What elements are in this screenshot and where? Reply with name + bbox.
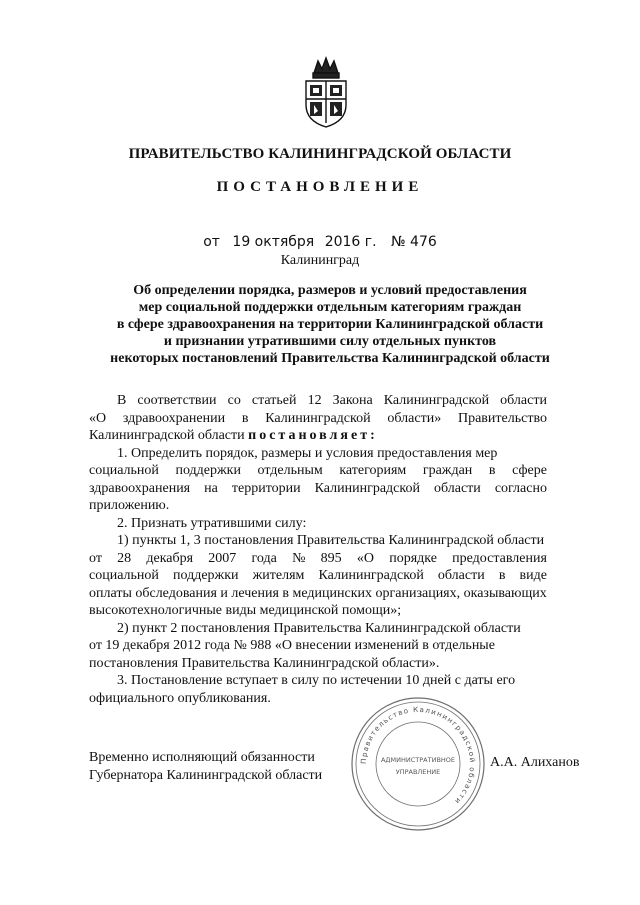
decree-subject xyxy=(86,282,574,367)
decrees-word: постановляет: xyxy=(248,428,378,443)
decree-city: Калининград xyxy=(280,253,360,268)
justified-line xyxy=(89,392,547,410)
word: Калининградской xyxy=(265,410,371,426)
word: 2007 xyxy=(208,550,237,566)
word: № xyxy=(292,550,306,566)
word: поддержки xyxy=(175,463,241,478)
stamp-center-line: УПРАВЛЕНИЕ xyxy=(395,768,441,776)
word: статьей xyxy=(251,393,297,408)
subject-line: мер социальной поддержки отдельным категориям граждан xyxy=(138,300,522,315)
body-line: 2) пункт 2 постановления Правительства Калининградской области xyxy=(117,620,521,636)
word: граждан xyxy=(422,463,473,478)
decree-date: 19 октября xyxy=(232,234,315,250)
kaliningrad-coat-of-arms-icon xyxy=(300,55,352,129)
justified-line xyxy=(89,462,547,480)
word: года xyxy=(251,550,277,566)
decree-number: № 476 xyxy=(391,234,437,250)
word: сфере xyxy=(512,463,547,478)
word: предоставления xyxy=(452,550,547,566)
word: на xyxy=(204,480,218,496)
body-line: официального опубликования. xyxy=(89,690,271,706)
official-round-stamp-icon xyxy=(348,694,488,834)
justified-line xyxy=(89,567,547,585)
decree-date-line xyxy=(0,234,640,250)
word: социальной xyxy=(89,463,159,478)
stamp-center-line: АДМИНИСТРАТИВНОЕ xyxy=(380,756,456,764)
word: категориям xyxy=(339,463,407,478)
body-line: высокотехнологичные виды медицинской помощи»; xyxy=(89,603,402,618)
signer-name: А.А. Алиханов xyxy=(490,755,580,770)
body-line: 3. Постановление вступает в силу по истечении 10 дней с даты его xyxy=(117,673,516,688)
word: от xyxy=(89,550,102,566)
word: В xyxy=(117,393,127,408)
word: согласно xyxy=(494,480,547,496)
word: соответствии xyxy=(137,393,217,408)
government-name: ПРАВИТЕЛЬСТВО КАЛИНИНГРАДСКОЙ ОБЛАСТИ xyxy=(128,146,512,162)
word: 28 xyxy=(117,550,132,566)
justified-line xyxy=(89,480,547,498)
subject-line: и признании утратившими силу отдельных пунктов xyxy=(163,334,497,349)
word: Калининградской xyxy=(383,393,490,408)
word: области» xyxy=(387,410,442,426)
word: здравоохранении xyxy=(122,410,226,426)
date-prefix: от xyxy=(203,234,220,250)
word: Калининградской xyxy=(318,568,424,583)
word: порядке xyxy=(389,550,437,566)
word: области xyxy=(433,480,481,496)
decree-year: 2016 г. xyxy=(324,234,377,250)
signer-position-line: Временно исполняющий обязанности xyxy=(89,750,315,765)
word: 895 xyxy=(320,550,342,566)
word: жителям xyxy=(252,568,305,583)
body-line: от 19 декабря 2012 года № 988 «О внесении изменений в отдельные xyxy=(89,638,495,653)
word: Калининградской xyxy=(314,480,420,496)
word: социальной xyxy=(89,568,159,583)
signer-position-line: Губернатора Калининградской области xyxy=(89,768,323,783)
word: в xyxy=(488,463,496,478)
body-line: 1. Определить порядок, размеры и условия предоставления мер xyxy=(117,445,498,461)
word: в xyxy=(498,568,506,583)
document-type: ПОСТАНОВЛЕНИЕ xyxy=(216,179,424,195)
word: декабря xyxy=(146,550,194,566)
word: в xyxy=(241,410,249,426)
word: области xyxy=(437,568,485,583)
body-line: 2. Признать утратившими силу: xyxy=(117,515,307,531)
preamble-line xyxy=(89,427,547,445)
subject-line: Об определении порядка, размеров и условий предоставления xyxy=(133,283,527,298)
word: территории xyxy=(231,480,301,496)
decree-body xyxy=(89,392,547,707)
body-line: постановления Правительства Калининградской области». xyxy=(89,655,440,671)
body-line: приложению. xyxy=(89,498,170,513)
word: «О xyxy=(356,550,374,566)
word: со xyxy=(227,393,241,408)
preamble-text: Калининградской области xyxy=(89,428,245,443)
word: Закона xyxy=(332,393,373,408)
justified-line xyxy=(89,410,547,428)
word: «О xyxy=(89,410,107,426)
signer-position xyxy=(89,749,349,785)
word: поддержки xyxy=(172,568,239,583)
word: отдельным xyxy=(257,463,323,478)
word: 12 xyxy=(307,393,322,408)
body-line: 1) пункты 1, 3 постановления Правительства Калининградской области xyxy=(117,533,545,548)
word: Правительство xyxy=(457,410,547,426)
word: области xyxy=(500,393,547,408)
body-line: оплаты обследования и лечения в медицинских организациях, оказывающих xyxy=(89,585,547,601)
word: виде xyxy=(519,568,547,583)
stamp-ring-text: Правительство Калининградской области xyxy=(358,704,478,807)
word: здравоохранения xyxy=(89,480,191,496)
subject-line: некоторых постановлений Правительства Калининградской области xyxy=(110,351,550,366)
justified-line xyxy=(89,550,547,568)
subject-line: в сфере здравоохранения на территории Калининградской области xyxy=(116,317,544,332)
